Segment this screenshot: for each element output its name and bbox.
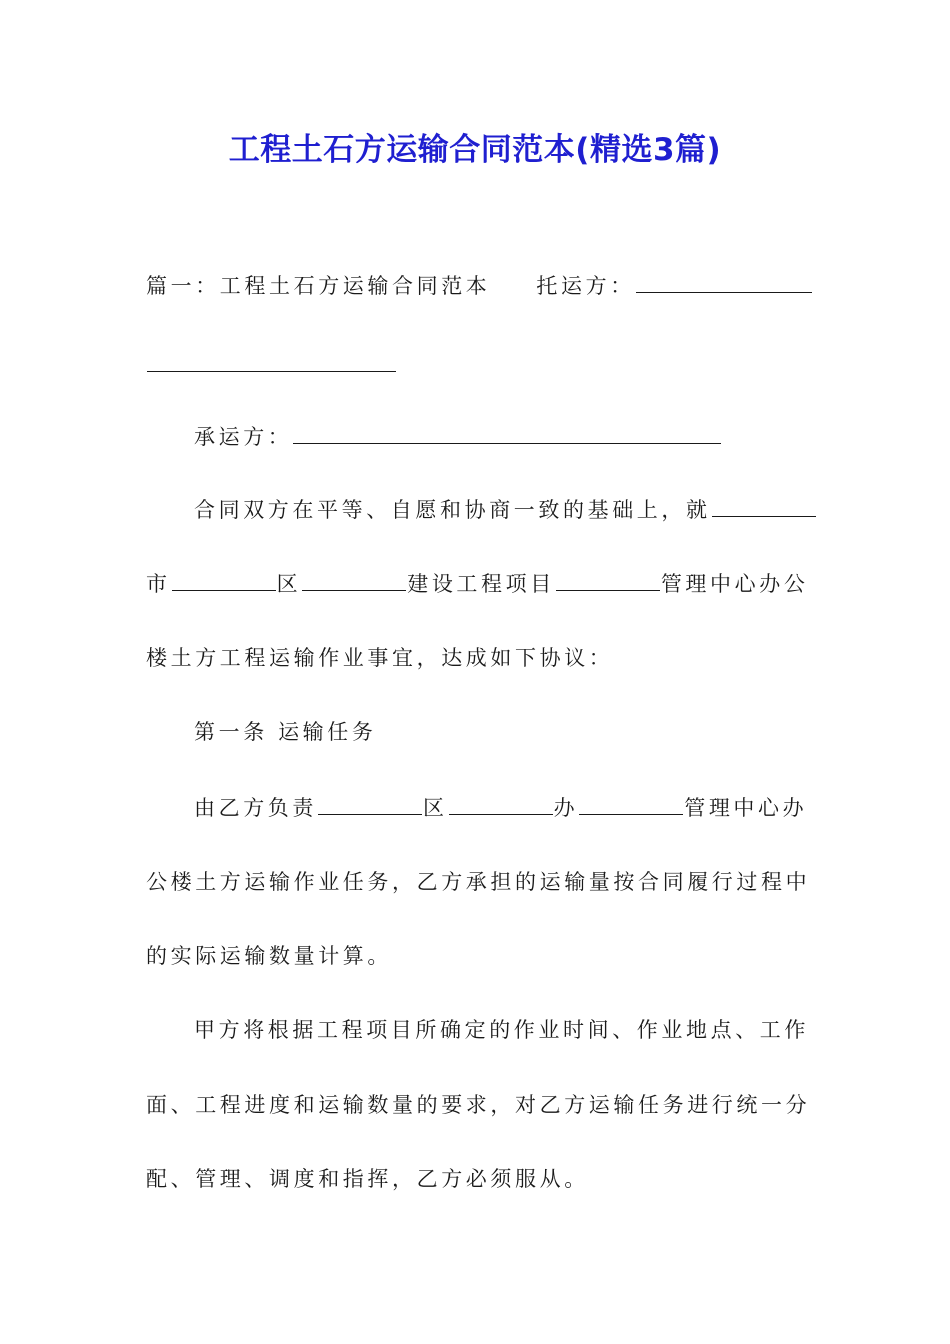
p1-center: 管理中心办	[684, 796, 808, 820]
section-heading: 篇一：工程土石方运输合同范本	[146, 274, 491, 298]
project-label: 建设工程项目	[407, 572, 555, 596]
city-label: 市	[146, 572, 171, 596]
intro-line-1	[194, 494, 817, 525]
city-blank	[172, 568, 276, 591]
p1-district: 区	[423, 796, 448, 820]
carrier-label: 承运方：	[194, 425, 293, 449]
article-1-p2-line-1: 甲方将根据工程项目所确定的作业时间、作业地点、工作	[194, 1018, 809, 1042]
p1-blank-1	[318, 792, 422, 815]
intro-blank-1	[712, 494, 816, 517]
article-1-p1-line-3: 的实际运输数量计算。	[146, 944, 392, 968]
article-1-heading: 第一条 运输任务	[194, 720, 377, 744]
carrier-blank	[293, 421, 721, 444]
article-1-p1-line-1	[194, 792, 807, 823]
shipper-label: 托运方：	[536, 274, 635, 298]
shipper-blank-continued	[147, 370, 396, 372]
article-1-p2-line-2: 面、工程进度和运输数量的要求，对乙方运输任务进行统一分	[146, 1093, 811, 1117]
project-blank	[556, 568, 660, 591]
carrier-line	[194, 421, 722, 452]
p1-blank-3	[579, 792, 683, 815]
shipper-blank	[636, 270, 812, 293]
district-blank	[302, 568, 406, 591]
intro-line-2	[146, 568, 808, 599]
article-1-p2-line-3: 配、管理、调度和指挥，乙方必须服从。	[146, 1167, 589, 1191]
document-title: 工程土石方运输合同范本(精选3篇)	[228, 132, 722, 168]
p1-start: 由乙方负责	[194, 796, 317, 820]
p1-blank-2	[449, 792, 553, 815]
intro-line-3: 楼土方工程运输作业事宜，达成如下协议：	[146, 646, 614, 670]
section-heading-line	[146, 270, 813, 301]
district-label: 区	[276, 572, 302, 596]
p1-office: 办	[553, 796, 579, 820]
center-label: 管理中心办公	[660, 572, 809, 596]
intro-text: 合同双方在平等、自愿和协商一致的基础上，就	[194, 498, 711, 522]
article-1-p1-line-2: 公楼土方运输作业任务，乙方承担的运输量按合同履行过程中	[146, 870, 811, 894]
